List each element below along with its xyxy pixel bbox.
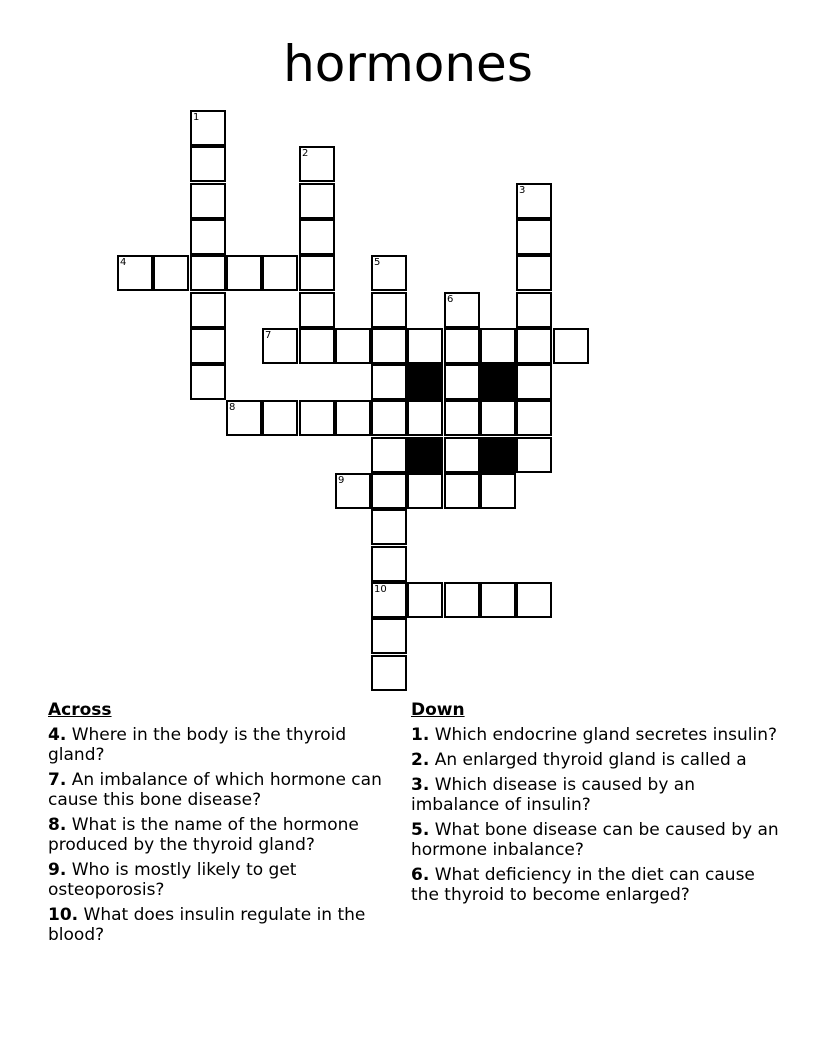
- clue-across-7: [48, 770, 398, 810]
- cell-number: 7: [265, 330, 272, 341]
- crossword-cell[interactable]: [516, 328, 552, 364]
- crossword-cell[interactable]: [299, 146, 335, 182]
- across-heading: Across: [48, 700, 112, 720]
- crossword-cell[interactable]: [371, 546, 407, 582]
- clue-number: 6.: [411, 865, 430, 885]
- clue-text: Which endocrine gland secretes insulin?: [429, 725, 778, 745]
- clue-number: 9.: [48, 860, 67, 880]
- clue-number: 5.: [411, 820, 430, 840]
- crossword-cell[interactable]: [190, 328, 226, 364]
- crossword-cell[interactable]: [516, 183, 552, 219]
- crossword-cell[interactable]: [407, 582, 443, 618]
- crossword-cell[interactable]: [371, 473, 407, 509]
- crossword-cell[interactable]: [262, 328, 298, 364]
- crossword-cell[interactable]: [480, 582, 516, 618]
- clue-number: 8.: [48, 815, 67, 835]
- crossword-cell[interactable]: [299, 292, 335, 328]
- cell-number: 10: [374, 584, 387, 595]
- clue-across-9: [48, 860, 398, 900]
- crossword-cell[interactable]: [516, 437, 552, 473]
- cell-number: 5: [374, 257, 381, 268]
- crossword-cell[interactable]: [407, 400, 443, 436]
- crossword-cell[interactable]: [516, 400, 552, 436]
- clue-across-10: [48, 905, 398, 945]
- crossword-cell[interactable]: [190, 292, 226, 328]
- crossword-cell[interactable]: [371, 292, 407, 328]
- clue-text: Where in the body is the thyroid gland?: [48, 725, 347, 765]
- crossword-cell[interactable]: [335, 328, 371, 364]
- crossword-cell[interactable]: [407, 328, 443, 364]
- crossword-cell[interactable]: [444, 473, 480, 509]
- crossword-cell[interactable]: [516, 219, 552, 255]
- crossword-cell[interactable]: [371, 255, 407, 291]
- crossword-cell[interactable]: [299, 328, 335, 364]
- crossword-block: [480, 364, 516, 400]
- clue-text: Who is mostly likely to get osteoporosis?: [48, 860, 297, 900]
- down-heading: Down: [411, 700, 465, 720]
- cell-number: 3: [519, 185, 526, 196]
- clue-down-6: [411, 865, 781, 905]
- page-title: hormones: [283, 35, 533, 93]
- crossword-cell[interactable]: [553, 328, 589, 364]
- crossword-cell[interactable]: [480, 328, 516, 364]
- crossword-cell[interactable]: [516, 255, 552, 291]
- clue-down-2: [411, 750, 781, 770]
- crossword-cell[interactable]: [262, 400, 298, 436]
- crossword-cell[interactable]: [190, 255, 226, 291]
- cell-number: 1: [193, 112, 200, 123]
- clue-text: What does insulin regulate in the blood?: [48, 905, 366, 945]
- crossword-cell[interactable]: [516, 292, 552, 328]
- crossword-cell[interactable]: [226, 255, 262, 291]
- clue-number: 7.: [48, 770, 67, 790]
- clue-text: What is the name of the hormone produced by the thyroid gland?: [48, 815, 359, 855]
- crossword-cell[interactable]: [371, 437, 407, 473]
- clue-text: What deficiency in the diet can cause the thyroid to become enlarged?: [411, 865, 755, 905]
- crossword-cell[interactable]: [190, 364, 226, 400]
- crossword-cell[interactable]: [371, 582, 407, 618]
- crossword-cell[interactable]: [407, 473, 443, 509]
- crossword-cell[interactable]: [190, 146, 226, 182]
- crossword-cell[interactable]: [299, 183, 335, 219]
- crossword-cell[interactable]: [371, 328, 407, 364]
- across-clues: [48, 700, 398, 950]
- clue-across-8: [48, 815, 398, 855]
- crossword-cell[interactable]: [444, 582, 480, 618]
- clue-text: What bone disease can be caused by an hormone inbalance?: [411, 820, 779, 860]
- crossword-cell[interactable]: [153, 255, 189, 291]
- crossword-cell[interactable]: [444, 400, 480, 436]
- crossword-cell[interactable]: [371, 509, 407, 545]
- clue-text: An enlarged thyroid gland is called a: [429, 750, 747, 770]
- crossword-cell[interactable]: [299, 255, 335, 291]
- crossword-cell[interactable]: [226, 400, 262, 436]
- crossword-cell[interactable]: [299, 219, 335, 255]
- crossword-cell[interactable]: [335, 400, 371, 436]
- clue-down-5: [411, 820, 781, 860]
- crossword-cell[interactable]: [516, 582, 552, 618]
- crossword-cell[interactable]: [371, 618, 407, 654]
- crossword-cell[interactable]: [371, 364, 407, 400]
- crossword-cell[interactable]: [444, 328, 480, 364]
- cell-number: 8: [229, 402, 236, 413]
- crossword-cell[interactable]: [444, 437, 480, 473]
- clue-text: An imbalance of which hormone can cause this bone disease?: [48, 770, 382, 810]
- crossword-cell[interactable]: [444, 364, 480, 400]
- clue-across-4: [48, 725, 398, 765]
- cell-number: 2: [302, 148, 309, 159]
- crossword-cell[interactable]: [335, 473, 371, 509]
- crossword-cell[interactable]: [516, 364, 552, 400]
- crossword-cell[interactable]: [371, 655, 407, 691]
- clue-down-1: [411, 725, 781, 745]
- crossword-block: [407, 437, 443, 473]
- down-clues: [411, 700, 781, 910]
- crossword-cell[interactable]: [190, 183, 226, 219]
- crossword-cell[interactable]: [299, 400, 335, 436]
- crossword-cell[interactable]: [262, 255, 298, 291]
- clue-number: 10.: [48, 905, 79, 925]
- cell-number: 4: [120, 257, 127, 268]
- crossword-block: [407, 364, 443, 400]
- clue-number: 3.: [411, 775, 430, 795]
- crossword-block: [480, 437, 516, 473]
- crossword-cell[interactable]: [480, 400, 516, 436]
- clue-text: Which disease is caused by an imbalance of insulin?: [411, 775, 695, 815]
- clue-number: 1.: [411, 725, 430, 745]
- crossword-cell[interactable]: [117, 255, 153, 291]
- crossword-cell[interactable]: [190, 219, 226, 255]
- clue-number: 2.: [411, 750, 430, 770]
- crossword-cell[interactable]: [371, 400, 407, 436]
- crossword-cell[interactable]: [190, 110, 226, 146]
- cell-number: 6: [447, 294, 454, 305]
- clue-down-3: [411, 775, 781, 815]
- crossword-cell[interactable]: [444, 292, 480, 328]
- clue-number: 4.: [48, 725, 67, 745]
- crossword-cell[interactable]: [480, 473, 516, 509]
- cell-number: 9: [338, 475, 345, 486]
